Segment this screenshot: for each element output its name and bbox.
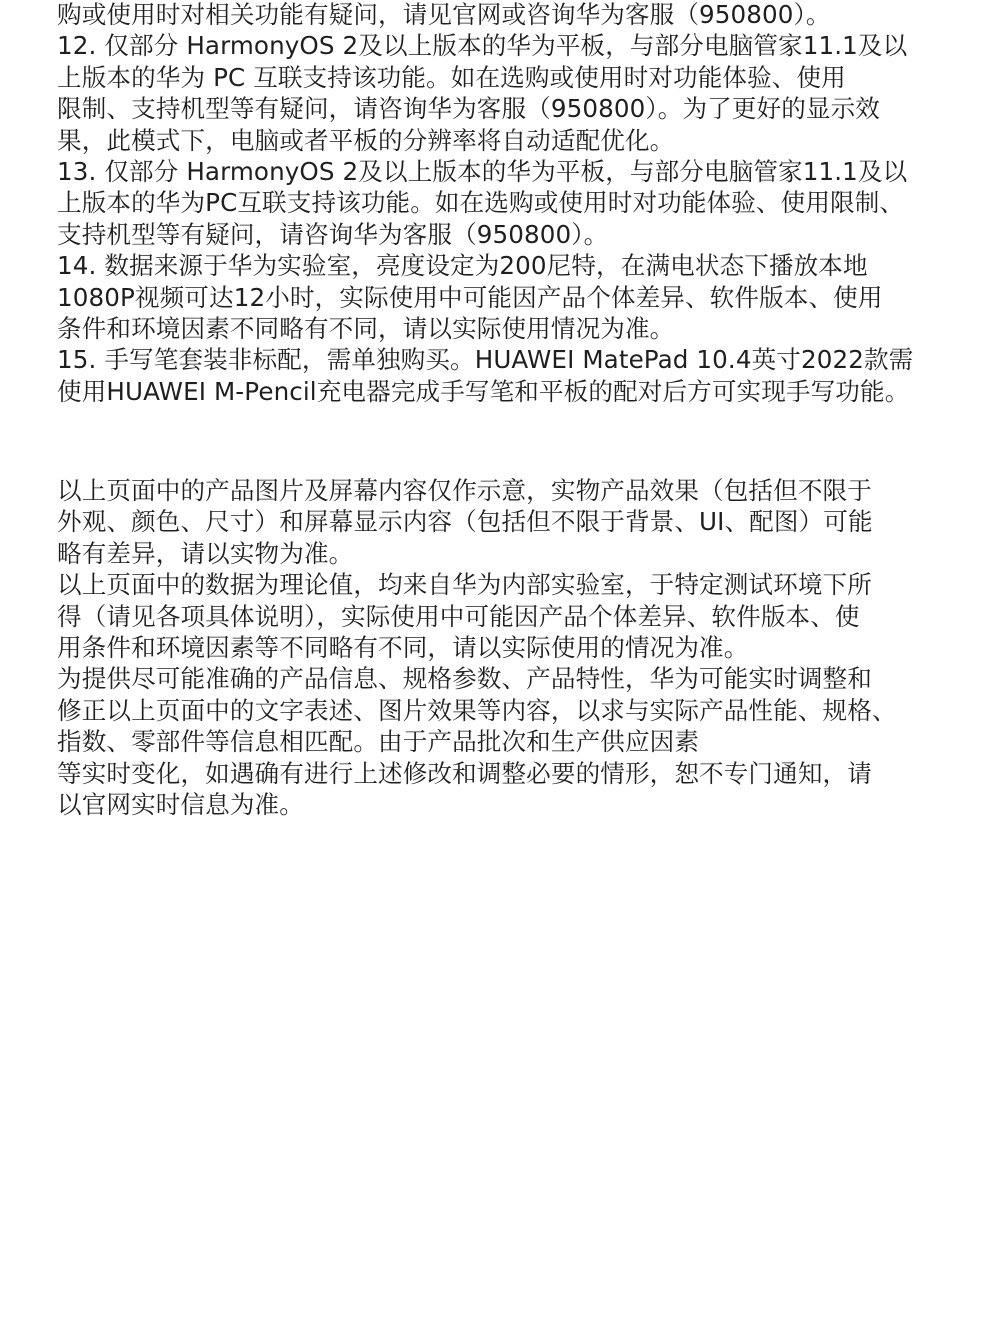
product-footnotes (57, 0, 957, 407)
footnote-line: 购或使用时对相关功能有疑问，请见官网或咨询华为客服（950800）。 (57, 0, 831, 29)
footnote-line: 13. 仅部分 HarmonyOS 2及以上版本的华为平板，与部分电脑管家11.1及以 (57, 156, 908, 186)
footnote-line: 限制、支持机型等有疑问，请咨询华为客服（950800）。为了更好的显示效 (57, 94, 880, 124)
disclaimer-line: 外观、颜色、尺寸）和屏幕显示内容（包括但不限于背景、UI、配图）可能 (57, 507, 873, 537)
disclaimer-line: 修正以上页面中的文字表述、图片效果等内容，以求与实际产品性能、规格、 (57, 695, 897, 725)
disclaimer-line: 用条件和环境因素等不同略有不同，请以实际使用的情况为准。 (57, 632, 749, 662)
disclaimer-line: 等实时变化，如遇确有进行上述修改和调整必要的情形，恕不专门通知，请 (57, 758, 872, 788)
disclaimer-line: 略有差异，请以实物为准。 (57, 538, 354, 568)
footnote-line: 使用HUAWEI M-Pencil充电器完成手写笔和平板的配对后方可实现手写功能。 (57, 376, 910, 406)
footnote-line: 条件和环境因素不同略有不同，请以实际使用情况为准。 (57, 313, 675, 343)
disclaimer-line: 以官网实时信息为准。 (57, 789, 304, 819)
disclaimer-line: 指数、零部件等信息相匹配。由于产品批次和生产供应因素 (57, 727, 700, 757)
footnote-line: 14. 数据来源于华为实验室，亮度设定为200尼特，在满电状态下播放本地 (57, 251, 868, 281)
disclaimer-section (57, 475, 957, 820)
footnote-line: 15. 手写笔套装非标配，需单独购买。HUAWEI MatePad 10.4英寸2022款需 (57, 345, 914, 375)
footnote-line: 1080P视频可达12小时，实际使用中可能因产品个体差异、软件版本、使用 (57, 282, 883, 312)
footnote-line: 果，此模式下，电脑或者平板的分辨率将自动适配优化。 (57, 125, 675, 155)
disclaimer-line: 为提供尽可能准确的产品信息、规格参数、产品特性，华为可能实时调整和 (57, 664, 872, 694)
disclaimer-line: 以上页面中的产品图片及屏幕内容仅作示意，实物产品效果（包括但不限于 (57, 476, 872, 505)
footnote-line: 上版本的华为PC互联支持该功能。如在选购或使用时对功能体验、使用限制、 (57, 188, 905, 218)
footnote-line: 12. 仅部分 HarmonyOS 2及以上版本的华为平板，与部分电脑管家11.1及以 (57, 31, 908, 61)
footnote-line: 支持机型等有疑问，请咨询华为客服（950800）。 (57, 219, 609, 249)
disclaimer-line: 以上页面中的数据为理论值，均来自华为内部实验室，于特定测试环境下所 (57, 570, 872, 600)
disclaimer-line: 得（请见各项具体说明），实际使用中可能因产品个体差异、软件版本、使 (57, 601, 860, 631)
footnote-line: 上版本的华为 PC 互联支持该功能。如在选购或使用时对功能体验、使用 (57, 62, 846, 92)
